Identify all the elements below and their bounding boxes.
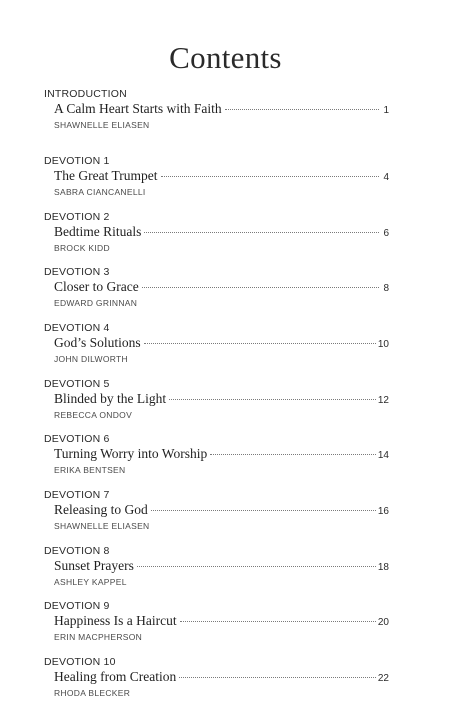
toc-entry-devotion-7[interactable]: [44, 489, 389, 531]
author-name: ERIN MACPHERSON: [54, 632, 143, 642]
author-name: JOHN DILWORTH: [54, 354, 128, 364]
dot-leader: [161, 176, 380, 177]
section-label: DEVOTION 2: [44, 211, 110, 223]
author-name: EDWARD GRINNAN: [54, 298, 138, 308]
toc-entry-devotion-4[interactable]: [44, 322, 389, 364]
page-number: 8: [383, 283, 389, 294]
author-name: SABRA CIANCANELLI: [54, 187, 146, 197]
dot-leader: [151, 510, 376, 511]
entry-title: Healing from Creation: [54, 669, 177, 684]
dot-leader: [144, 343, 376, 344]
page-title: Contents: [169, 40, 282, 75]
author-name: BROCK KIDD: [54, 243, 110, 253]
toc-entry-devotion-2[interactable]: [44, 211, 389, 253]
title-row: [54, 669, 389, 686]
page-number: 12: [377, 395, 389, 406]
title-row: [54, 224, 389, 241]
page-number: 10: [377, 339, 389, 350]
page-number: 22: [377, 673, 389, 684]
author-name: RHODA BLECKER: [54, 688, 131, 698]
toc-entry-devotion-9[interactable]: [44, 600, 389, 642]
entry-title: Sunset Prayers: [54, 558, 134, 573]
entry-title: Bedtime Rituals: [54, 224, 142, 239]
dot-leader: [180, 621, 376, 622]
section-label: DEVOTION 1: [44, 155, 110, 167]
dot-leader: [137, 566, 376, 567]
dot-leader: [179, 677, 376, 678]
entry-title: Happiness Is a Haircut: [54, 613, 177, 628]
author-name: REBECCA ONDOV: [54, 410, 133, 420]
author-name: ERIKA BENTSEN: [54, 465, 126, 475]
entry-title: Blinded by the Light: [54, 391, 167, 406]
title-row: [54, 391, 389, 408]
entry-title: Closer to Grace: [54, 279, 139, 294]
page-number: 18: [377, 562, 389, 573]
author-name: SHAWNELLE ELIASEN: [54, 521, 150, 531]
dot-leader: [142, 287, 379, 288]
title-row: [54, 446, 389, 463]
dot-leader: [225, 109, 379, 110]
page-number: 4: [383, 172, 389, 183]
title-row: [54, 502, 389, 519]
toc-entry-introduction[interactable]: [44, 88, 389, 130]
page-number: 6: [383, 228, 389, 239]
section-label: DEVOTION 7: [44, 489, 110, 501]
entry-title: The Great Trumpet: [54, 168, 158, 183]
entry-title: God’s Solutions: [54, 335, 141, 350]
author-name: ASHLEY KAPPEL: [54, 577, 127, 587]
title-row: [54, 168, 389, 185]
section-label: DEVOTION 10: [44, 656, 116, 668]
page-number: 14: [377, 450, 389, 461]
page-number: 16: [377, 506, 389, 517]
section-label: DEVOTION 6: [44, 433, 110, 445]
section-label: DEVOTION 4: [44, 322, 110, 334]
title-row: [54, 558, 389, 575]
entry-title: A Calm Heart Starts with Faith: [54, 101, 222, 116]
entry-title: Releasing to God: [54, 502, 148, 517]
title-row: [54, 335, 389, 352]
dot-leader: [210, 454, 376, 455]
title-row: [54, 101, 389, 118]
toc-entry-devotion-10[interactable]: [44, 656, 389, 698]
dot-leader: [144, 232, 379, 233]
title-row: [54, 279, 389, 296]
toc-entry-devotion-8[interactable]: [44, 545, 389, 587]
section-label: DEVOTION 8: [44, 545, 110, 557]
author-name: SHAWNELLE ELIASEN: [54, 120, 150, 130]
toc-entry-devotion-1[interactable]: [44, 155, 389, 197]
page-number: 1: [383, 105, 389, 116]
title-row: [54, 613, 389, 630]
section-label: DEVOTION 3: [44, 266, 110, 278]
section-label: INTRODUCTION: [44, 88, 127, 100]
toc-entry-devotion-5[interactable]: [44, 378, 389, 420]
section-label: DEVOTION 9: [44, 600, 110, 612]
section-label: DEVOTION 5: [44, 378, 110, 390]
dot-leader: [169, 399, 376, 400]
page-number: 20: [377, 617, 389, 628]
toc-entry-devotion-6[interactable]: [44, 433, 389, 475]
entry-title: Turning Worry into Worship: [54, 446, 208, 461]
toc-entry-devotion-3[interactable]: [44, 266, 389, 308]
